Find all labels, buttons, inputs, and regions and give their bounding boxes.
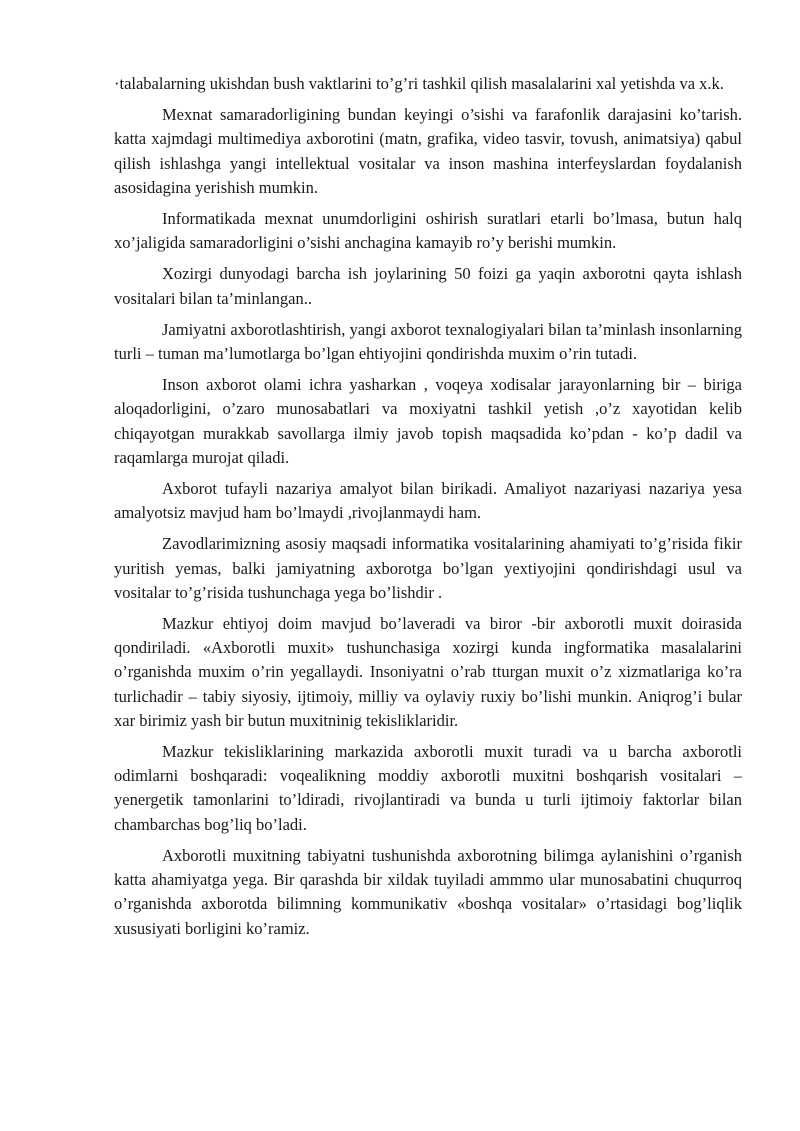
paragraph-11: Axborotli muxitning tabiyatni tushunishda axborotning bilimga aylanishini o’rganish katta ahamiyatga yega. Bir qarashda bir xildak tuyiladi ammmo ular munosabatini chuqurroq o’rganishda axborotda bilimning kommunikativ «boshqa vositalar» o’rtasidagi bog’liqlik xususiyati borligini ko’ramiz. bbox=[114, 845, 742, 938]
document-page bbox=[114, 72, 742, 948]
paragraph-8: Zavodlarimizning asosiy maqsadi informatika vositalarining ahamiyati to’g’risida fikir yuritish yemas, balki jamiyatning axborotga bo’lgan yextiyojini qondirishdagi usul va vositalar to’g’risida tushunchaga yega bo’lishdir . bbox=[114, 534, 742, 602]
paragraph-3: Informatikada mexnat unumdorligini oshirish suratlari etarli bo’lmasa, butun halq xo’jaligida samaradorligini o’sishi anchagina kamayib ro’y berishi mumkin. bbox=[114, 209, 742, 253]
paragraph-9: Mazkur ehtiyoj doim mavjud bo’laveradi va biror -bir axborotli muxit doirasida qondiriladi. «Axborotli muxit» tushunchasiga xozirgi kunda ingformatika masalalarini o’rganishda muxim o’rin yegallaydi. Insoniyatni o’rab tturgan muxit o’z xizmatlariga ko’ra turlichadir – tabiy siyosiy, ijtimoiy, milliy va oylaviy ruxiy bo’lishi munkin. Aniqrog’i bular xar birimiz yash bir butun muxitninig tekisliklaridir. bbox=[114, 614, 742, 730]
paragraph-10: Mazkur tekisliklarining markazida axborotli muxit turadi va u barcha axborotli odimlarni boshqaradi: voqealikning moddiy axborotli muxitni boshqarish vositalari – yenergetik tamonlarini to’ldiradi, rivojlantiradi va bunda u turli ijtimoiy faktorlar bilan chambarchas bog’liq bo’ladi. bbox=[114, 742, 742, 834]
paragraph-4: Xozirgi dunyodagi barcha ish joylarining 50 foizi ga yaqin axborotni qayta ishlash vositalari bilan ta’minlangan.. bbox=[114, 264, 742, 308]
paragraph-5: Jamiyatni axborotlashtirish, yangi axborot texnalogiyalari bilan ta’minlash insonlarning turli – tuman ma’lumotlarga bo’lgan ehtiyojini qondirishda muxim o’rin tutadi. bbox=[114, 319, 742, 364]
paragraph-6: Inson axborot olami ichra yasharkan , voqeya xodisalar jarayonlarning bir – biriga aloqadorligini, o’zaro munosabatlari va moxiyatni tashkil yetish ,o’z xayotidan kelib chiqayotgan murakkab savollarga ilmiy javob topish maqsadida ko’pdan - ko’p dadil va raqamlarga murojat qiladi. bbox=[114, 375, 742, 467]
paragraph-2: Mexnat samaradorligining bundan keyingi o’sishi va farafonlik darajasini ko’tarish. katta xajmdagi multimediya axborotini (matn, grafika, video tasvir, tovush, animatsiya) qabul qilish ishlashga yangi intellektual vositalar va inson mashina interfeyslardan foydalanish asosidagina yerishish mumkin. bbox=[114, 105, 742, 197]
paragraph-7: Axborot tufayli nazariya amalyot bilan birikadi. Amaliyot nazariyasi nazariya yesa amalyotsiz mavjud ham bo’lmaydi ,rivojlanmaydi ham. bbox=[114, 479, 742, 523]
paragraph-1: ·talabalarning ukishdan bush vaktlarini to’g’ri tashkil qilish masalalarini xal yetishda va x.k. bbox=[114, 74, 724, 93]
